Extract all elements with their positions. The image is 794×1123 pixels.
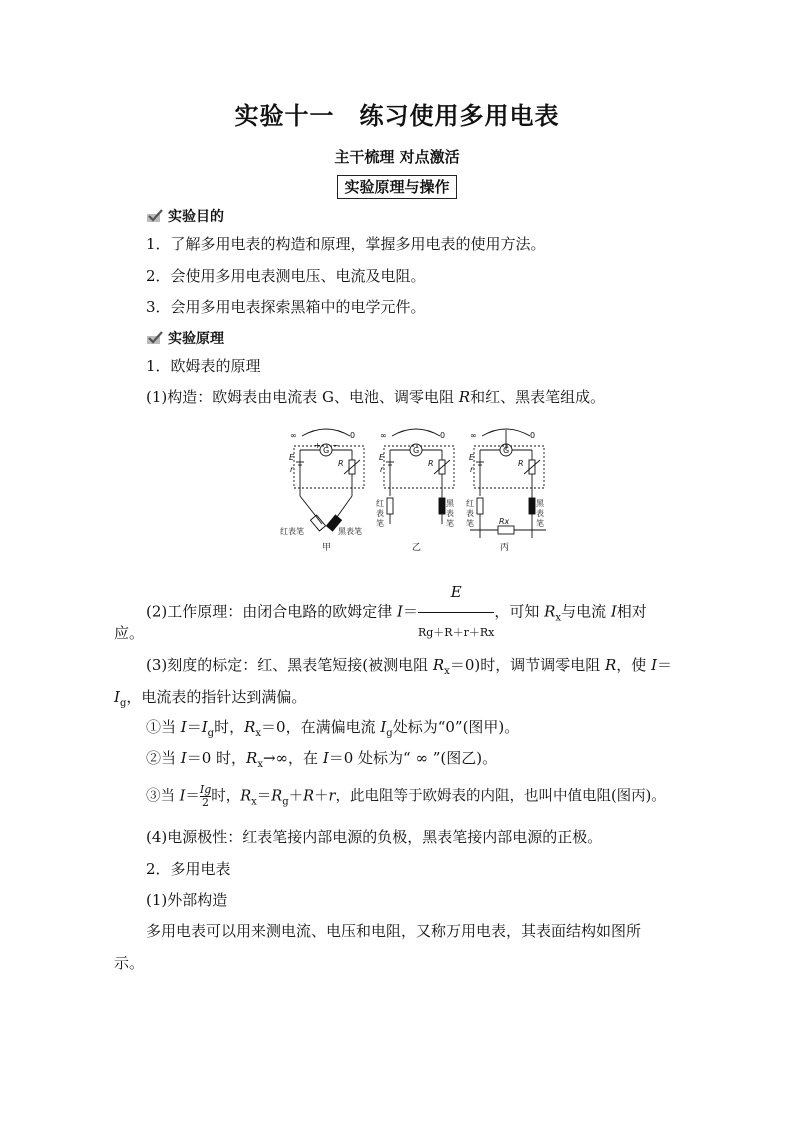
minus-label: − [332,441,339,450]
case-3: ③当 I＝ $\frac{Ig}{2}$时，$R_x=R_g+R+r$，此电阻等于欧姆表的内阻，也叫中值电阻(图丙)。 [146,783,666,809]
check-icon [146,331,164,345]
case-1: ①当 $I=I_g$时，$R_x=0$，在满偏电流 $I_g$处标为“0”(图甲)。 [146,718,520,739]
rr-label: R [338,459,344,468]
panel-label: 丙 [500,543,510,553]
item-ohmmeter: 1．欧姆表的原理 [146,357,261,375]
page-title: 实验十一 练习使用多用电表 [234,101,560,130]
outer-heading: (1)外部构造 [146,891,228,909]
construct-line: (1)构造：欧姆表由电流表 G、电池、调零电阻 R和红、黑表笔组成。 [146,388,606,406]
red-pen-label: 红表笔 [280,527,304,536]
inf-label: ∞ [380,431,387,440]
red-pen-char: 表 [466,509,474,518]
section-box-wrap [0,175,794,199]
black-pen-char: 黑 [446,499,454,508]
work-line-end: 应。 [114,624,145,642]
r-label: r [380,465,384,474]
principle-heading-text: 实验原理 [168,331,224,347]
zero-label: 0 [440,431,446,440]
case-2: ②当 I＝0 时，$R_x\to\infty$，在 I＝0 处标为“ ∞ ”(图乙)。 [146,749,498,770]
section-box: 实验原理与操作 [337,175,456,199]
r-label: r [290,465,294,474]
black-pen-char: 笔 [536,519,544,528]
ohm-law-fraction: $\frac{E}{Rg+R+r+Rx}$ [418,572,494,653]
panel-label: 甲 [322,543,332,553]
outer-text-end: 示。 [114,954,145,972]
scale-line-2: $I_g$，电流表的指针达到满偏。 [114,688,307,709]
red-pen-char: 表 [376,509,384,518]
rx-label: Rx [499,517,510,526]
black-pen-char: 表 [446,509,454,518]
inf-label: ∞ [470,431,477,440]
black-pen-char: 笔 [446,519,454,528]
outer-text: 多用电表可以用来测电流、电压和电阻，又称万用电表，其表面结构如图所 [146,922,642,940]
r-label: r [470,465,474,474]
black-pen-label: 黑表笔 [338,527,362,536]
purpose-item: 3．会用多用电表探索黑箱中的电学元件。 [146,298,426,316]
red-pen-char: 红 [466,499,474,508]
polarity-line: (4)电源极性：红表笔接内部电源的负极，黑表笔接内部电源的正极。 [146,828,603,846]
e-label: E [379,453,385,462]
black-pen-char: 表 [536,509,544,518]
g-label: G [503,446,510,455]
ohmmeter-figure [280,420,550,555]
check-icon [146,209,164,223]
e-label: E [469,453,475,462]
purpose-item: 2．会使用多用电表测电压、电流及电阻。 [146,267,426,285]
purpose-item: 1．了解多用电表的构造和原理，掌握多用电表的使用方法。 [146,235,546,253]
inf-label: ∞ [290,431,297,440]
panel-label: 乙 [412,543,422,553]
zero-label: 0 [530,431,536,440]
e-label: E [289,453,295,462]
rr-label: R [518,459,524,468]
red-pen-char: 红 [376,499,384,508]
g-label: G [413,446,420,455]
panel-jia [294,429,364,531]
scale-line: (3)刻度的标定：红、黑表笔短接(被测电阻 $R_x=0$)时，调节调零电阻 R，使 I＝ [146,656,673,677]
zero-label: 0 [350,431,356,440]
red-pen-char: 笔 [376,519,384,528]
item-multimeter: 2．多用电表 [146,860,231,878]
principle-heading [146,328,224,348]
subtitle: 主干梳理 对点激活 [334,148,460,166]
black-pen-char: 黑 [536,499,544,508]
red-pen-char: 笔 [466,519,474,528]
rr-label: R [428,459,434,468]
half-ig-fraction: $\frac{Ig}{2}$ [199,783,212,809]
plus-label: + [314,441,321,450]
g-label: G [323,446,330,455]
purpose-heading-text: 实验目的 [168,209,224,225]
work-line: (2)工作原理：由闭合电路的欧姆定律 I＝ $\frac{E}{Rg+R+r+Rx}$ ，可知 $R_x$与电流 I相对 [146,572,647,653]
purpose-heading [146,206,224,226]
